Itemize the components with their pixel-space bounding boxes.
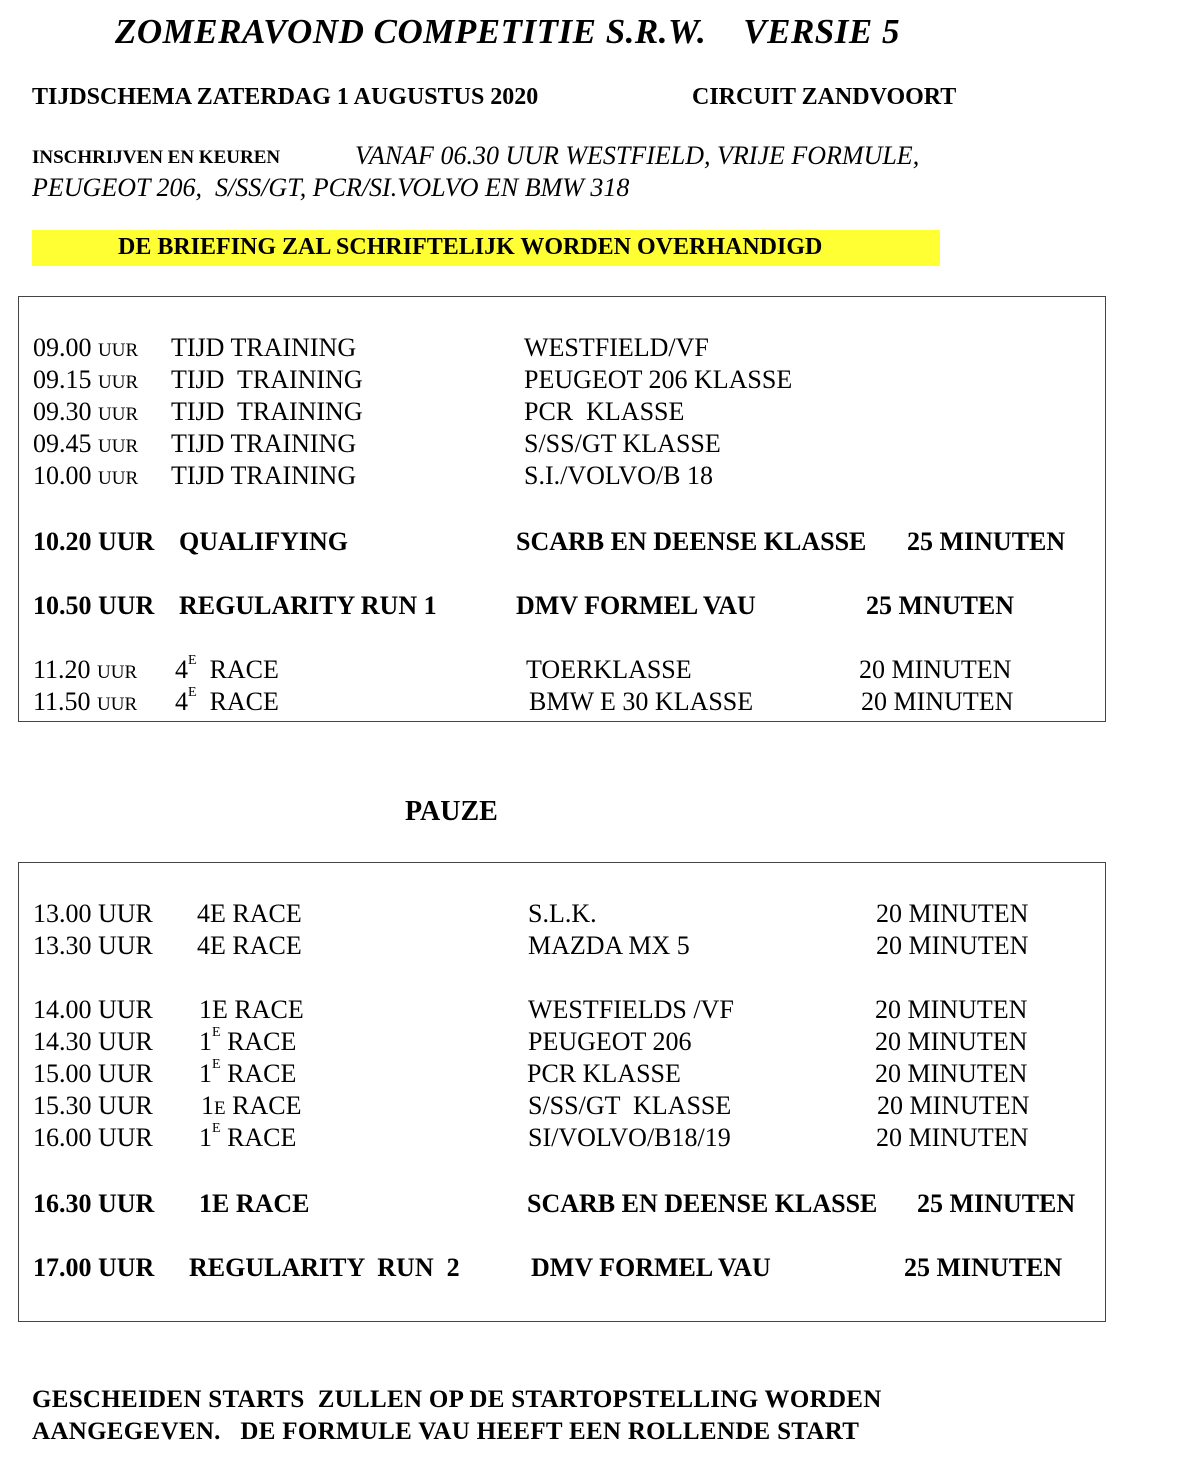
inschrijven-line1: VANAF 06.30 UUR WESTFIELD, VRIJE FORMULE, xyxy=(355,141,920,170)
row-duration: 20 MINUTEN xyxy=(877,1091,1030,1120)
row-class: PEUGEOT 206 KLASSE xyxy=(524,365,793,394)
row-class: PCR KLASSE xyxy=(527,1059,681,1088)
row-class: PEUGEOT 206 xyxy=(528,1027,692,1056)
row-time: 13.00 UUR xyxy=(33,899,153,928)
row-class: WESTFIELD/VF xyxy=(524,333,709,362)
footer-line-1: GESCHEIDEN STARTS ZULLEN OP DE STARTOPSTELLING WORDEN xyxy=(32,1386,882,1413)
row-uur: UUR xyxy=(97,694,138,715)
row-time: 11.50 xyxy=(33,687,91,716)
row-event: REGULARITY RUN 2 xyxy=(189,1253,460,1282)
row-time: 09.15 xyxy=(33,365,92,394)
row-class: BMW E 30 KLASSE xyxy=(529,687,754,716)
row-event-num: 1 xyxy=(201,1091,214,1120)
morning-schedule-box xyxy=(18,296,1106,722)
row-event: TIJD TRAINING xyxy=(171,397,363,426)
row-time: 16.00 UUR xyxy=(33,1123,153,1152)
document-title: ZOMERAVOND COMPETITIE S.R.W. VERSIE 5 xyxy=(115,12,900,51)
row-event-sup: E xyxy=(212,1025,221,1040)
row-time: 09.00 xyxy=(33,333,92,362)
row-uur: UUR xyxy=(98,436,139,457)
briefing-text: DE BRIEFING ZAL SCHRIFTELIJK WORDEN OVERHANDIGD xyxy=(118,234,823,260)
row-event-sup: E xyxy=(212,1121,221,1136)
row-class: DMV FORMEL VAU xyxy=(531,1253,771,1282)
row-time: 14.30 UUR xyxy=(33,1027,153,1056)
row-event-num: 4 xyxy=(175,687,188,716)
row-class: SI/VOLVO/B18/19 xyxy=(528,1123,731,1152)
row-duration: 25 MINUTEN xyxy=(904,1253,1063,1282)
row-duration: 20 MINUTEN xyxy=(861,687,1014,716)
row-class: SCARB EN DEENSE KLASSE xyxy=(527,1189,878,1218)
row-uur: UUR xyxy=(98,468,139,489)
pauze-heading: PAUZE xyxy=(405,796,498,827)
row-duration: 20 MINUTEN xyxy=(875,1027,1028,1056)
row-event: REGULARITY RUN 1 xyxy=(179,591,437,620)
row-class: TOERKLASSE xyxy=(526,655,692,684)
afternoon-schedule-box xyxy=(18,862,1106,1322)
row-uur: UUR xyxy=(98,372,139,393)
circuit-name: CIRCUIT ZANDVOORT xyxy=(692,84,957,110)
row-event: 1E RACE xyxy=(199,1189,310,1218)
row-event-sup: E xyxy=(212,1057,221,1072)
row-duration: 20 MINUTEN xyxy=(876,899,1029,928)
row-class: PCR KLASSE xyxy=(524,397,685,426)
row-uur: UUR xyxy=(98,404,139,425)
row-event-num: 1 xyxy=(199,1027,212,1056)
row-duration: 20 MINUTEN xyxy=(875,995,1028,1024)
row-event-small: E xyxy=(214,1098,226,1119)
row-class: S/SS/GT KLASSE xyxy=(524,429,721,458)
row-class: WESTFIELDS /VF xyxy=(528,995,734,1024)
row-event: TIJD TRAINING xyxy=(171,333,357,362)
row-duration: 25 MNUTEN xyxy=(866,591,1015,620)
inschrijven-label: INSCHRIJVEN EN KEUREN xyxy=(32,147,281,168)
row-time: 15.00 UUR xyxy=(33,1059,153,1088)
row-time: 16.30 UUR xyxy=(33,1189,155,1218)
briefing-highlight xyxy=(32,230,940,266)
row-event: RACE xyxy=(227,1059,297,1088)
row-class: DMV FORMEL VAU xyxy=(516,591,756,620)
row-class: SCARB EN DEENSE KLASSE xyxy=(516,527,867,556)
footer-line-2: AANGEGEVEN. DE FORMULE VAU HEEFT EEN ROLLENDE START xyxy=(32,1418,860,1445)
row-event: RACE xyxy=(209,687,279,716)
row-event: 1E RACE xyxy=(199,995,304,1024)
row-event: RACE xyxy=(232,1091,302,1120)
row-event-sup: E xyxy=(188,653,197,668)
row-time: 11.20 xyxy=(33,655,91,684)
row-duration: 20 MINUTEN xyxy=(876,1123,1029,1152)
row-event: QUALIFYING xyxy=(179,527,349,556)
row-event-num: 4 xyxy=(175,655,188,684)
row-event-num: 1 xyxy=(199,1123,212,1152)
row-event: 4E RACE xyxy=(197,899,302,928)
row-class: S.L.K. xyxy=(528,899,597,928)
row-time: 14.00 UUR xyxy=(33,995,153,1024)
row-time: 15.30 UUR xyxy=(33,1091,153,1120)
row-event: RACE xyxy=(209,655,279,684)
row-class: MAZDA MX 5 xyxy=(528,931,690,960)
row-time: 10.50 UUR xyxy=(33,591,155,620)
row-duration: 20 MINUTEN xyxy=(876,931,1029,960)
schedule-date: TIJDSCHEMA ZATERDAG 1 AUGUSTUS 2020 xyxy=(32,84,539,110)
row-time: 09.30 xyxy=(33,397,92,426)
row-time: 10.20 UUR xyxy=(33,527,155,556)
row-event-num: 1 xyxy=(199,1059,212,1088)
row-event: TIJD TRAINING xyxy=(171,365,363,394)
inschrijven-line2: PEUGEOT 206, S/SS/GT, PCR/SI.VOLVO EN BMW 318 xyxy=(32,173,630,202)
row-uur: UUR xyxy=(98,340,139,361)
row-time: 10.00 xyxy=(33,461,92,490)
row-class: S/SS/GT KLASSE xyxy=(528,1091,732,1120)
row-event: TIJD TRAINING xyxy=(171,461,357,490)
row-time: 09.45 xyxy=(33,429,92,458)
row-event: 4E RACE xyxy=(197,931,302,960)
row-event: RACE xyxy=(227,1123,297,1152)
row-uur: UUR xyxy=(97,662,138,683)
row-event: RACE xyxy=(227,1027,297,1056)
row-duration: 25 MINUTEN xyxy=(907,527,1066,556)
row-event-sup: E xyxy=(188,685,197,700)
row-duration: 20 MINUTEN xyxy=(875,1059,1028,1088)
row-duration: 25 MINUTEN xyxy=(917,1189,1076,1218)
row-class: S.I./VOLVO/B 18 xyxy=(524,461,714,490)
row-duration: 20 MINUTEN xyxy=(859,655,1012,684)
row-event: TIJD TRAINING xyxy=(171,429,357,458)
row-time: 17.00 UUR xyxy=(33,1253,155,1282)
row-time: 13.30 UUR xyxy=(33,931,153,960)
